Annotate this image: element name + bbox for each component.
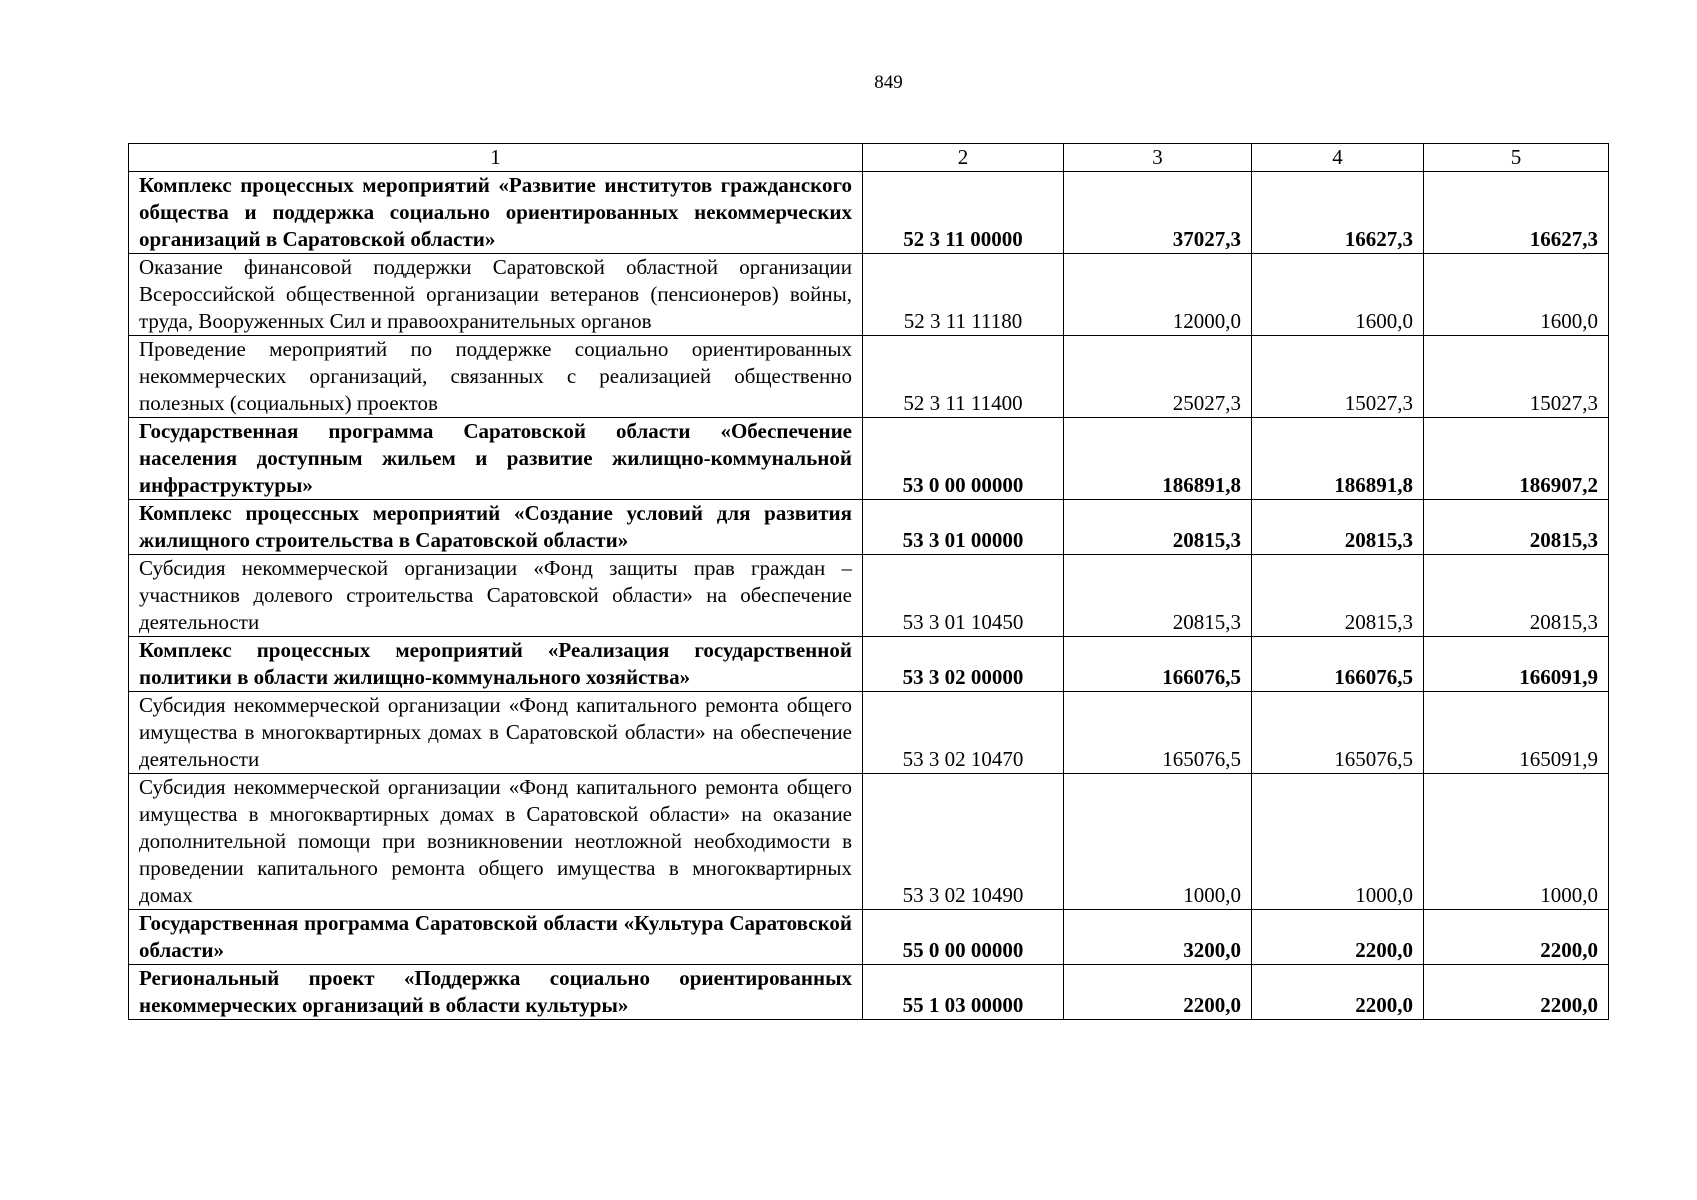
row-value-col5: 16627,3 xyxy=(1424,172,1609,254)
row-value-col4: 166076,5 xyxy=(1252,637,1424,692)
row-value-col4: 1000,0 xyxy=(1252,774,1424,910)
row-name-cell: Региональный проект «Поддержка социально ориентированных некоммерческих организаций в области культуры» xyxy=(129,965,863,1020)
row-value-col5: 2200,0 xyxy=(1424,910,1609,965)
row-name-cell: Субсидия некоммерческой организации «Фонд капитального ремонта общего имущества в многоквартирных домах в Саратовской области» на обеспечение деятельности xyxy=(129,692,863,774)
row-value-col4: 165076,5 xyxy=(1252,692,1424,774)
row-name-cell: Комплекс процессных мероприятий «Развитие институтов гражданского общества и поддержка социально ориентированных некоммерческих организаций в Саратовской области» xyxy=(129,172,863,254)
row-value-col5: 2200,0 xyxy=(1424,965,1609,1020)
table-row xyxy=(129,254,1609,336)
row-value-col4: 16627,3 xyxy=(1252,172,1424,254)
row-value-col4: 20815,3 xyxy=(1252,555,1424,637)
row-name-cell: Оказание финансовой поддержки Саратовской областной организации Всероссийской общественной организации ветеранов (пенсионеров) войны, труда, Вооруженных Сил и правоохранительных органов xyxy=(129,254,863,336)
row-code-cell: 53 0 00 00000 xyxy=(863,418,1064,500)
column-header-1: 1 xyxy=(129,144,863,172)
table-row xyxy=(129,555,1609,637)
row-code-cell: 53 3 02 00000 xyxy=(863,637,1064,692)
table-row xyxy=(129,774,1609,910)
row-value-col4: 2200,0 xyxy=(1252,910,1424,965)
row-value-col4: 1600,0 xyxy=(1252,254,1424,336)
row-value-col3: 2200,0 xyxy=(1064,965,1252,1020)
row-name-cell: Комплекс процессных мероприятий «Создание условий для развития жилищного строительства в Саратовской области» xyxy=(129,500,863,555)
row-name-cell: Субсидия некоммерческой организации «Фонд капитального ремонта общего имущества в многоквартирных домах в Саратовской области» на оказание дополнительной помощи при возникновении неотложной необходимости в проведении капитального ремонта общего имущества в многоквартирных домах xyxy=(129,774,863,910)
row-value-col5: 166091,9 xyxy=(1424,637,1609,692)
budget-table xyxy=(128,143,1609,1020)
row-value-col3: 1000,0 xyxy=(1064,774,1252,910)
table-row xyxy=(129,910,1609,965)
row-code-cell: 53 3 02 10490 xyxy=(863,774,1064,910)
row-value-col3: 12000,0 xyxy=(1064,254,1252,336)
row-name-cell: Государственная программа Саратовской области «Культура Саратовской области» xyxy=(129,910,863,965)
row-value-col4: 15027,3 xyxy=(1252,336,1424,418)
row-name-cell: Комплекс процессных мероприятий «Реализация государственной политики в области жилищно-коммунального хозяйства» xyxy=(129,637,863,692)
column-header-4: 4 xyxy=(1252,144,1424,172)
row-name-cell: Проведение мероприятий по поддержке социально ориентированных некоммерческих организаций, связанных с реализацией общественно полезных (социальных) проектов xyxy=(129,336,863,418)
row-value-col4: 186891,8 xyxy=(1252,418,1424,500)
table-header-row xyxy=(129,144,1609,172)
row-value-col3: 25027,3 xyxy=(1064,336,1252,418)
row-value-col5: 1600,0 xyxy=(1424,254,1609,336)
row-value-col5: 15027,3 xyxy=(1424,336,1609,418)
row-name-cell: Государственная программа Саратовской области «Обеспечение населения доступным жильем и развитие жилищно-коммунальной инфраструктуры» xyxy=(129,418,863,500)
row-value-col4: 2200,0 xyxy=(1252,965,1424,1020)
row-name-cell: Субсидия некоммерческой организации «Фонд защиты прав граждан – участников долевого строительства Саратовской области» на обеспечение деятельности xyxy=(129,555,863,637)
row-value-col3: 165076,5 xyxy=(1064,692,1252,774)
row-code-cell: 55 0 00 00000 xyxy=(863,910,1064,965)
row-value-col3: 20815,3 xyxy=(1064,555,1252,637)
row-value-col3: 166076,5 xyxy=(1064,637,1252,692)
table-row xyxy=(129,172,1609,254)
table-row xyxy=(129,637,1609,692)
table-row xyxy=(129,418,1609,500)
row-code-cell: 55 1 03 00000 xyxy=(863,965,1064,1020)
column-header-5: 5 xyxy=(1424,144,1609,172)
table-row xyxy=(129,336,1609,418)
table-body xyxy=(129,172,1609,1020)
page-number: 849 xyxy=(874,72,903,93)
table-row xyxy=(129,692,1609,774)
row-code-cell: 53 3 01 10450 xyxy=(863,555,1064,637)
row-code-cell: 52 3 11 00000 xyxy=(863,172,1064,254)
row-code-cell: 52 3 11 11400 xyxy=(863,336,1064,418)
table-row xyxy=(129,965,1609,1020)
row-code-cell: 52 3 11 11180 xyxy=(863,254,1064,336)
row-code-cell: 53 3 01 00000 xyxy=(863,500,1064,555)
row-code-cell: 53 3 02 10470 xyxy=(863,692,1064,774)
row-value-col5: 20815,3 xyxy=(1424,555,1609,637)
row-value-col5: 186907,2 xyxy=(1424,418,1609,500)
row-value-col3: 37027,3 xyxy=(1064,172,1252,254)
row-value-col5: 20815,3 xyxy=(1424,500,1609,555)
row-value-col5: 1000,0 xyxy=(1424,774,1609,910)
column-header-2: 2 xyxy=(863,144,1064,172)
row-value-col3: 186891,8 xyxy=(1064,418,1252,500)
row-value-col5: 165091,9 xyxy=(1424,692,1609,774)
table-row xyxy=(129,500,1609,555)
row-value-col3: 3200,0 xyxy=(1064,910,1252,965)
row-value-col4: 20815,3 xyxy=(1252,500,1424,555)
row-value-col3: 20815,3 xyxy=(1064,500,1252,555)
column-header-3: 3 xyxy=(1064,144,1252,172)
